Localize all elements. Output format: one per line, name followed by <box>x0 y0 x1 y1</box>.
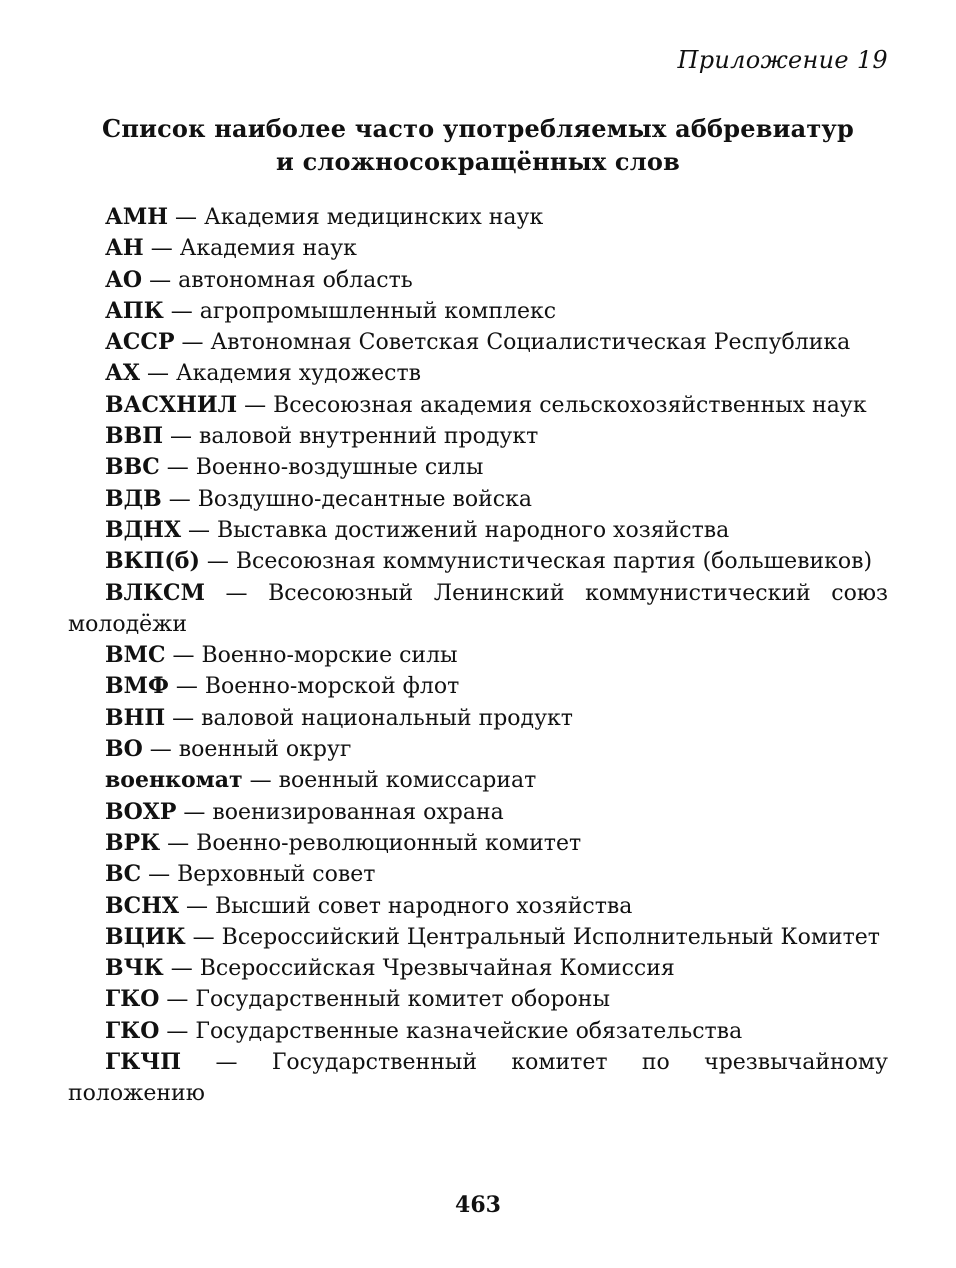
entry-dash: — <box>168 674 205 700</box>
abbreviation-term: ВО <box>105 736 143 763</box>
abbreviation-term: АХ <box>105 360 140 387</box>
abbreviation-entry <box>68 578 888 641</box>
abbreviation-term: ВМФ <box>105 673 169 700</box>
entry-dash: — <box>143 236 180 262</box>
abbreviation-entry <box>68 797 888 828</box>
entry-dash: — <box>168 205 205 230</box>
abbreviation-entry <box>68 922 888 953</box>
abbreviation-term: ВАСХНИЛ <box>105 391 238 418</box>
page-number: 463 <box>455 1192 501 1218</box>
abbreviation-definition: Государственный комитет обороны <box>195 987 610 1013</box>
entry-dash: — <box>237 392 274 418</box>
abbreviation-entry <box>68 233 888 264</box>
entry-dash: — <box>160 830 197 856</box>
abbreviation-entry <box>68 891 888 922</box>
abbreviation-term: ВМС <box>105 642 166 669</box>
entry-dash: — <box>181 517 218 543</box>
abbreviation-entry <box>68 1047 888 1110</box>
abbreviation-definition: Военно-воздушные силы <box>195 455 484 481</box>
abbreviation-definition: агропромышленный комплекс <box>199 298 557 324</box>
entry-dash: — <box>165 643 202 669</box>
abbreviation-definition: валовой национальный продукт <box>201 705 573 731</box>
abbreviation-list <box>68 202 888 1110</box>
abbreviation-definition: Автономная Советская Социалистическая Республика <box>210 330 851 356</box>
abbreviation-entry <box>68 671 888 702</box>
abbreviation-term: ВОХР <box>105 798 177 825</box>
abbreviation-entry <box>68 452 888 483</box>
abbreviation-definition: Военно-революционный комитет <box>196 830 582 856</box>
abbreviation-entry <box>68 984 888 1015</box>
abbreviation-term: АССР <box>105 329 175 356</box>
abbreviation-entry <box>68 202 888 233</box>
abbreviation-definition: Военно-морские силы <box>201 643 458 669</box>
abbreviation-definition: валовой внутренний продукт <box>198 424 539 450</box>
abbreviation-definition: военный округ <box>178 737 352 763</box>
abbreviation-entry <box>68 421 888 452</box>
abbreviation-entry <box>68 953 888 984</box>
abbreviation-term: ГКЧП <box>105 1049 182 1076</box>
entry-dash: — <box>140 361 176 387</box>
abbreviation-entry <box>68 828 888 859</box>
abbreviation-term: АН <box>105 235 144 262</box>
entry-dash: — <box>159 1018 196 1044</box>
entry-dash: — <box>181 1050 272 1076</box>
abbreviation-definition: Государственные казначейские обязательства <box>195 1018 743 1044</box>
entry-dash: — <box>142 267 179 293</box>
abbreviation-entry <box>68 640 888 671</box>
abbreviation-definition: Верховный совет <box>177 862 376 888</box>
abbreviation-entry <box>68 296 888 327</box>
abbreviation-definition: военный комиссариат <box>278 768 537 794</box>
abbreviation-entry <box>68 734 888 765</box>
appendix-label: Приложение 19 <box>677 46 888 74</box>
abbreviation-term: ВДВ <box>105 485 162 512</box>
title-line-1: Список наиболее часто употребляемых аббревиатур <box>102 114 854 143</box>
abbreviation-definition: автономная область <box>178 267 413 293</box>
abbreviation-term: АПК <box>105 297 164 324</box>
abbreviation-term: ВЦИК <box>105 923 186 950</box>
abbreviation-term: ВЛКСМ <box>105 579 205 606</box>
abbreviation-term: ГКО <box>105 1017 160 1044</box>
abbreviation-definition: Военно-морской флот <box>204 674 460 700</box>
abbreviation-definition: Всесоюзная академия сельскохозяйственных наук <box>273 392 867 418</box>
entry-dash: — <box>142 737 179 763</box>
abbreviation-term: АО <box>105 266 143 293</box>
abbreviation-term: ВНП <box>105 704 166 731</box>
abbreviation-term: ГКО <box>105 986 160 1013</box>
abbreviation-definition: Выставка достижений народного хозяйства <box>217 517 730 543</box>
entry-dash: — <box>242 768 279 794</box>
abbreviation-entry <box>68 546 888 577</box>
abbreviation-definition: Всероссийская Чрезвычайная Комиссия <box>199 956 675 982</box>
entry-dash: — <box>163 956 200 982</box>
abbreviation-term: АМН <box>105 204 169 230</box>
abbreviation-term: военкомат <box>105 767 243 794</box>
abbreviation-definition: Государственный комитет по чрезвычайному положению <box>68 1050 888 1107</box>
page-title <box>68 112 888 178</box>
entry-dash: — <box>159 455 196 481</box>
abbreviation-term: ВСНХ <box>105 892 179 919</box>
book-page <box>68 0 888 1268</box>
entry-dash: — <box>163 298 200 324</box>
abbreviation-definition: Всесоюзный Ленинский коммунистический союз молодёжи <box>68 580 888 637</box>
abbreviation-definition: Академия медицинских наук <box>204 205 544 230</box>
entry-dash: — <box>159 987 196 1013</box>
title-line-2: и сложносокращённых слов <box>276 147 680 176</box>
entry-dash: — <box>199 549 236 575</box>
entry-dash: — <box>161 486 198 512</box>
abbreviation-entry <box>68 765 888 796</box>
abbreviation-entry <box>68 358 888 389</box>
abbreviation-term: ВКП(б) <box>105 548 200 575</box>
abbreviation-entry <box>68 859 888 890</box>
abbreviation-term: ВС <box>105 861 142 888</box>
abbreviation-term: ВЧК <box>105 955 164 982</box>
abbreviation-entry <box>68 484 888 515</box>
abbreviation-entry <box>68 390 888 421</box>
abbreviation-definition: Воздушно-десантные войска <box>197 486 532 512</box>
abbreviation-definition: Всероссийский Центральный Исполнительный Комитет <box>221 924 880 950</box>
abbreviation-entry <box>68 265 888 296</box>
abbreviation-term: ВВП <box>105 423 163 450</box>
entry-dash: — <box>141 862 178 888</box>
abbreviation-entry <box>68 515 888 546</box>
abbreviation-definition: Высший совет народного хозяйства <box>214 893 633 919</box>
entry-dash: — <box>204 580 269 606</box>
abbreviation-entry <box>68 327 888 358</box>
abbreviation-definition: Академия наук <box>179 236 357 262</box>
abbreviation-definition: Всесоюзная коммунистическая партия (большевиков) <box>235 549 873 575</box>
entry-dash: — <box>185 924 222 950</box>
abbreviation-term: ВДНХ <box>105 516 182 543</box>
entry-dash: — <box>165 705 202 731</box>
entry-dash: — <box>174 330 211 356</box>
abbreviation-definition: Академия художеств <box>176 361 422 387</box>
entry-dash: — <box>176 799 213 825</box>
abbreviation-entry <box>68 703 888 734</box>
abbreviation-entry <box>68 1016 888 1047</box>
entry-dash: — <box>178 893 215 919</box>
abbreviation-term: ВВС <box>105 454 160 481</box>
abbreviation-term: ВРК <box>105 829 161 856</box>
abbreviation-definition: военизированная охрана <box>212 799 504 825</box>
entry-dash: — <box>162 424 199 450</box>
